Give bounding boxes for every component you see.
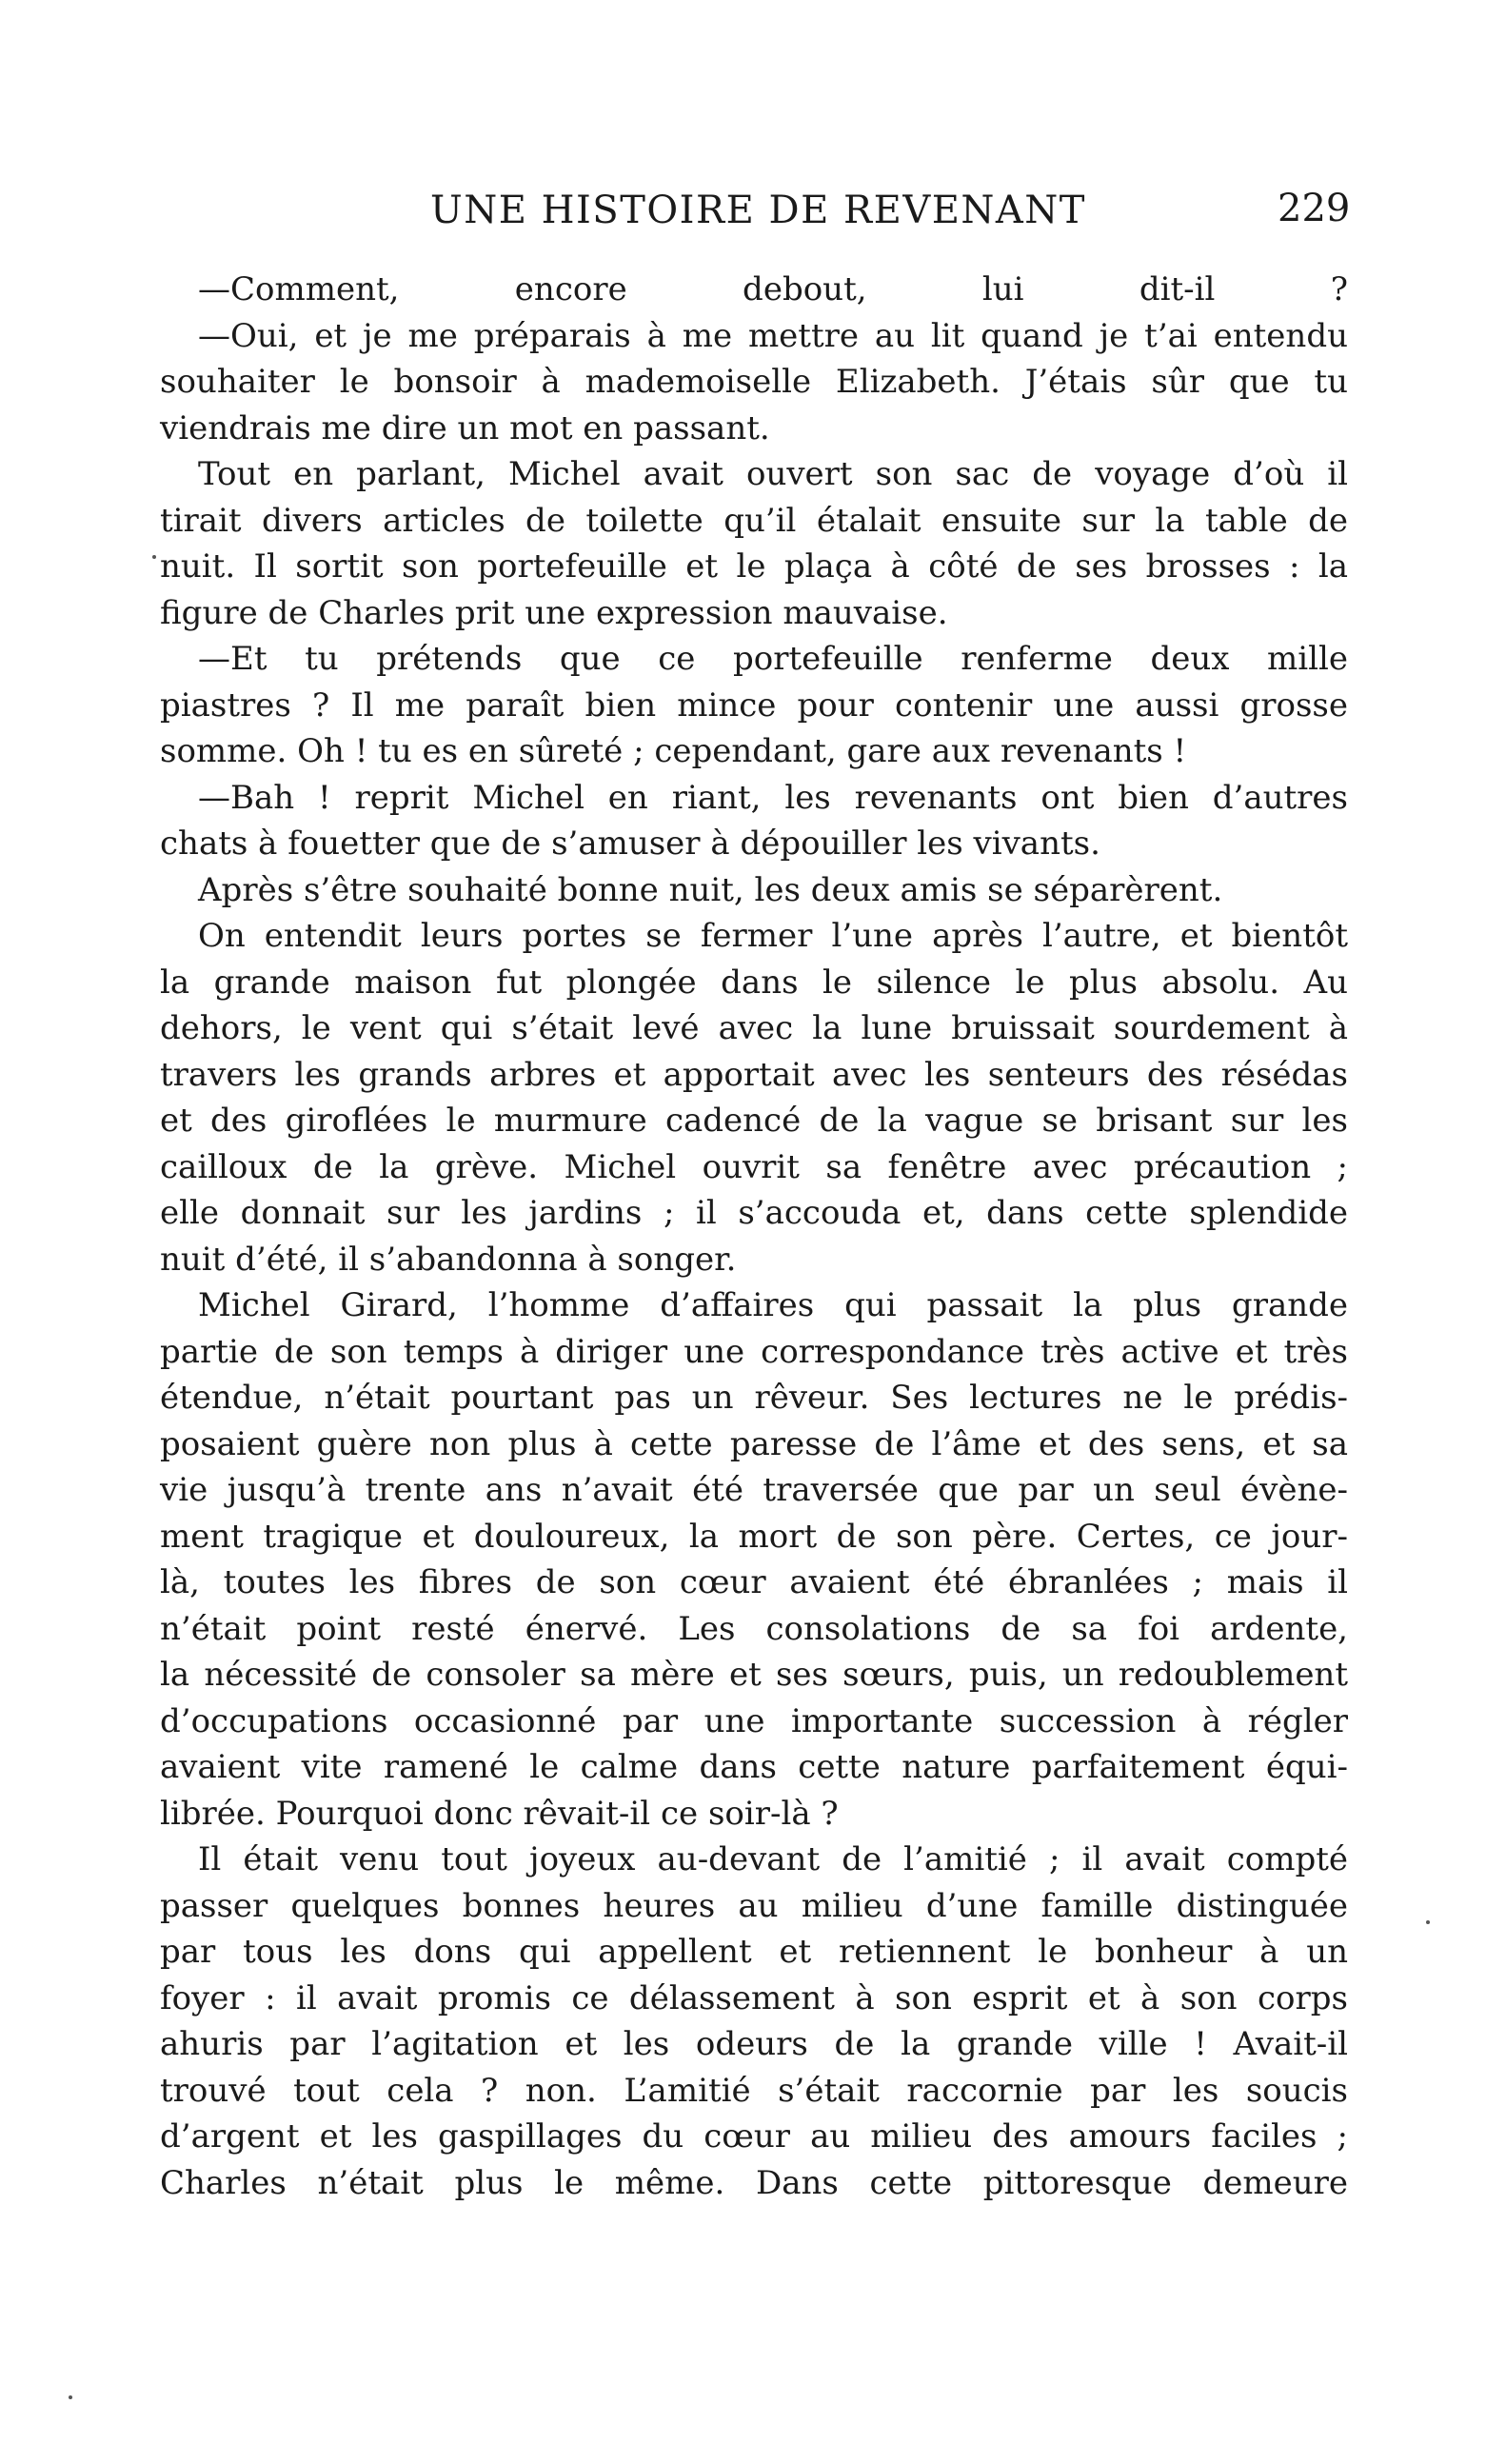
text-line: piastres ? Il me paraît bien mince pour contenir une aussi grosse bbox=[160, 686, 1348, 725]
text-line: d’argent et les gaspillages du cœur au milieu des amours faciles ; bbox=[160, 2117, 1348, 2156]
text-line: la grande maison fut plongée dans le silence le plus absolu. Au bbox=[160, 963, 1348, 1002]
text-line: viendrais me dire un mot en passant. bbox=[160, 408, 770, 447]
text-line: —Bah ! reprit Michel en riant, les revenants ont bien d’autres bbox=[198, 778, 1348, 817]
text-line: travers les grands arbres et apportait avec les senteurs des résédas bbox=[160, 1055, 1348, 1094]
text-line: Il était venu tout joyeux au-devant de l’amitié ; il avait compté bbox=[198, 1840, 1348, 1878]
text-line: tirait divers articles de toilette qu’il étalait ensuite sur la table de bbox=[160, 501, 1348, 540]
text-line: Michel Girard, l’homme d’affaires qui passait la plus grande bbox=[198, 1286, 1348, 1324]
text-line: chats à fouetter que de s’amuser à dépouiller les vivants. bbox=[160, 825, 1100, 863]
text-line: foyer : il avait promis ce délassement à son esprit et à son corps bbox=[160, 1978, 1348, 2017]
text-line: et des giroflées le murmure cadencé de la vague se brisant sur les bbox=[160, 1102, 1348, 1140]
running-title: UNE HISTOIRE DE REVENANT bbox=[430, 189, 1086, 232]
text-line: partie de son temps à diriger une correspondance très active et très bbox=[160, 1332, 1348, 1371]
text-line: elle donnait sur les jardins ; il s’accouda et, dans cette splendide bbox=[160, 1194, 1348, 1232]
text-line: cailloux de la grève. Michel ouvrit sa fenêtre avec précaution ; bbox=[160, 1147, 1348, 1186]
text-line: figure de Charles prit une expression mauvaise. bbox=[160, 593, 948, 632]
text-line: d’occupations occasionné par une importante succession à régler bbox=[160, 1701, 1348, 1740]
page-header bbox=[0, 0, 1506, 267]
text-line: étendue, n’était pourtant pas un rêveur. Ses lectures ne le prédis- bbox=[160, 1379, 1348, 1417]
text-line: nuit. Il sortit son portefeuille et le plaça à côté de ses brosses : la bbox=[160, 547, 1348, 586]
text-line: n’était point resté énervé. Les consolations de sa foi ardente, bbox=[160, 1609, 1348, 1648]
text-line: —Comment, encore debout, lui dit-il ? bbox=[198, 270, 1348, 308]
text-line: vie jusqu’à trente ans n’avait été traversée que par un seul évène- bbox=[160, 1471, 1348, 1509]
page-number: 229 bbox=[1278, 187, 1351, 230]
text-line: passer quelques bonnes heures au milieu d’une famille distinguée bbox=[160, 1886, 1348, 1925]
text-line: avaient vite ramené le calme dans cette nature parfaitement équi- bbox=[160, 1748, 1348, 1786]
print-speck bbox=[69, 2395, 72, 2399]
text-line: nuit d’été, il s’abandonna à songer. bbox=[160, 1240, 737, 1279]
text-line: —Et tu prétends que ce portefeuille renferme deux mille bbox=[198, 640, 1348, 678]
text-line: On entendit leurs portes se fermer l’une après l’autre, et bientôt bbox=[198, 917, 1348, 955]
text-line: là, toutes les fibres de son cœur avaient été ébranlées ; mais il bbox=[160, 1563, 1348, 1601]
text-line: par tous les dons qui appellent et retiennent le bonheur à un bbox=[160, 1933, 1348, 1971]
text-line: trouvé tout cela ? non. L’amitié s’était raccornie par les soucis bbox=[160, 2071, 1348, 2110]
text-line: somme. Oh ! tu es en sûreté ; cependant, gare aux revenants ! bbox=[160, 732, 1187, 770]
text-line: librée. Pourquoi donc rêvait-il ce soir-là ? bbox=[160, 1794, 839, 1833]
text-line: ahuris par l’agitation et les odeurs de la grande ville ! Avait-il bbox=[160, 2025, 1348, 2063]
text-line: souhaiter le bonsoir à mademoiselle Elizabeth. J’étais sûr que tu bbox=[160, 363, 1348, 401]
print-speck bbox=[152, 555, 156, 559]
text-line: dehors, le vent qui s’était levé avec la lune bruissait sourdement à bbox=[160, 1009, 1348, 1047]
body-text bbox=[160, 267, 1348, 2206]
text-line: Charles n’était plus le même. Dans cette pittoresque demeure bbox=[160, 2163, 1348, 2202]
text-line: la nécessité de consoler sa mère et ses sœurs, puis, un redoublement bbox=[160, 1656, 1348, 1694]
text-line: Après s’être souhaité bonne nuit, les deux amis se séparèrent. bbox=[198, 870, 1223, 909]
text-line: —Oui, et je me préparais à me mettre au lit quand je t’ai entendu bbox=[198, 316, 1348, 355]
text-line: Tout en parlant, Michel avait ouvert son sac de voyage d’où il bbox=[198, 455, 1348, 493]
print-speck bbox=[1426, 1920, 1430, 1924]
text-line: posaient guère non plus à cette paresse de l’âme et des sens, et sa bbox=[160, 1424, 1348, 1463]
text-line: ment tragique et douloureux, la mort de son père. Certes, ce jour- bbox=[160, 1517, 1348, 1556]
